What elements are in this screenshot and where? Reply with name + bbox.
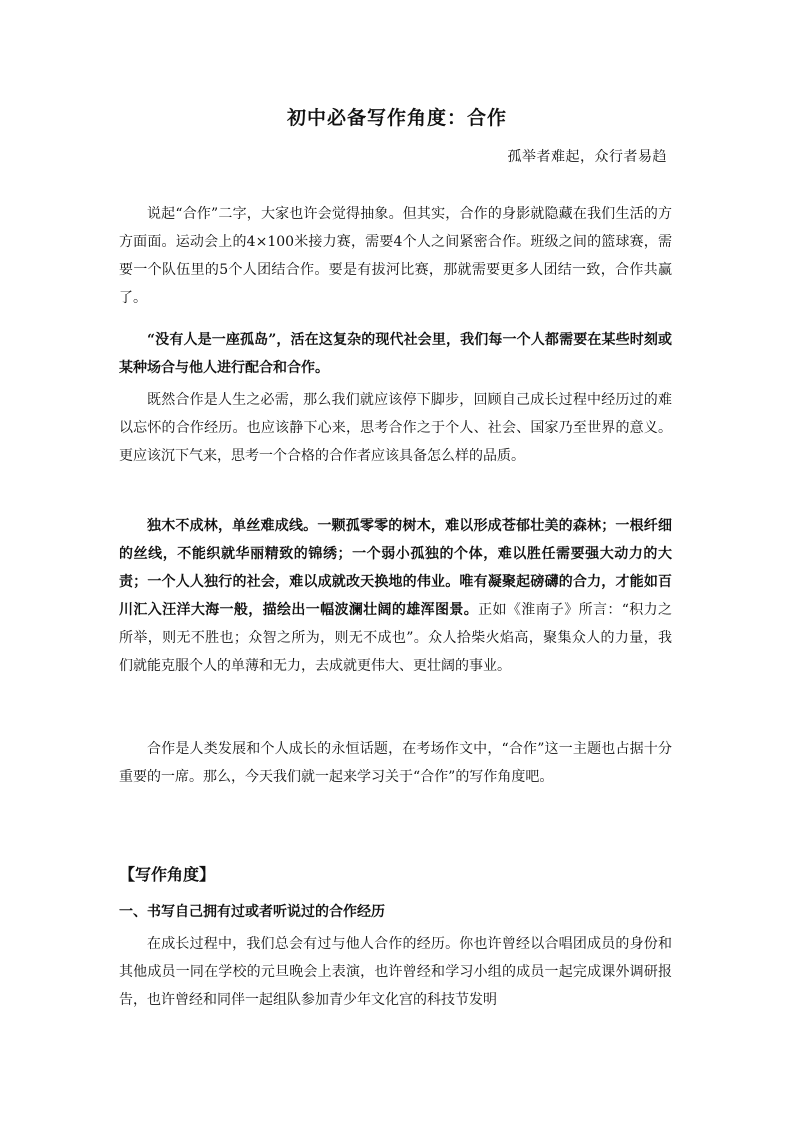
paragraph-necessity: 既然合作是人生之必需，那么我们就应该停下脚步，回顾自己成长过程中经历过的难以忘怀的合作经历。也应该静下心来，思考合作之于个人、社会、国家乃至世界的意义。更应该沉下气来，思考一个合格的合作者应该具备怎么样的品质。 [119, 392, 672, 464]
page-subtitle: 孤举者难起，众行者易趋 [507, 149, 667, 165]
paragraph-intro: 说起“合作”二字，大家也许会觉得抽象。但其实，合作的身影就隐藏在我们生活的方方面面。运动会上的4×100米接力赛，需要4个人之间紧密合作。班级之间的篮球赛，需要一个队伍里的5个人团结合作。要是有拔河比赛，那就需要更多人团结一致，合作共赢了。 [119, 206, 672, 306]
page-title: 初中必备写作角度：合作 [286, 107, 507, 129]
paragraph-together-bold: 独木不成林，单丝难成线。一颗孤零零的树木，难以形成苍郁壮美的森林；一根纤细的丝线，不能织就华丽精致的锦绣；一个弱小孤独的个体，难以胜任需要强大动力的大责；一个人人独行的社会，难以成就改天换地的伟业。唯有凝聚起磅礴的合力，才能如百川汇入汪洋大海一般，描绘出一幅波澜壮阔的雄浑图景。 [119, 518, 672, 618]
paragraph-experience: 在成长过程中，我们总会有过与他人合作的经历。你也许曾经以合唱团成员的身份和其他成员一同在学校的元旦晚会上表演，也许曾经和学习小组的成员一起完成课外调研报告，也许曾经和同伴一起组队参加青少年文化宫的科技节发明 [119, 936, 672, 1008]
subheading: 一、书写自己拥有过或者听说过的合作经历 [119, 904, 385, 920]
paragraph-topic: 合作是人类发展和个人成长的永恒话题，在考场作文中，“合作”这一主题也占据十分重要的一席。那么，今天我们就一起来学习关于“合作”的写作角度吧。 [119, 741, 672, 785]
paragraph-no-island: “没有人是一座孤岛”，活在这复杂的现代社会里，我们每一个人都需要在某些时刻或某种场合与他人进行配合和合作。 [119, 332, 672, 376]
paragraph-together-quote: 正如《淮南子》所言：“积力之所举，则无不胜也；众智之所为，则无不成也”。众人拾柴火焰高，聚集众人的力量，我们就能克服个人的单薄和无力，去成就更伟大、更壮阔的事业。 [119, 602, 672, 674]
paragraph-together [119, 512, 672, 680]
section-heading: 【写作角度】 [119, 865, 216, 884]
